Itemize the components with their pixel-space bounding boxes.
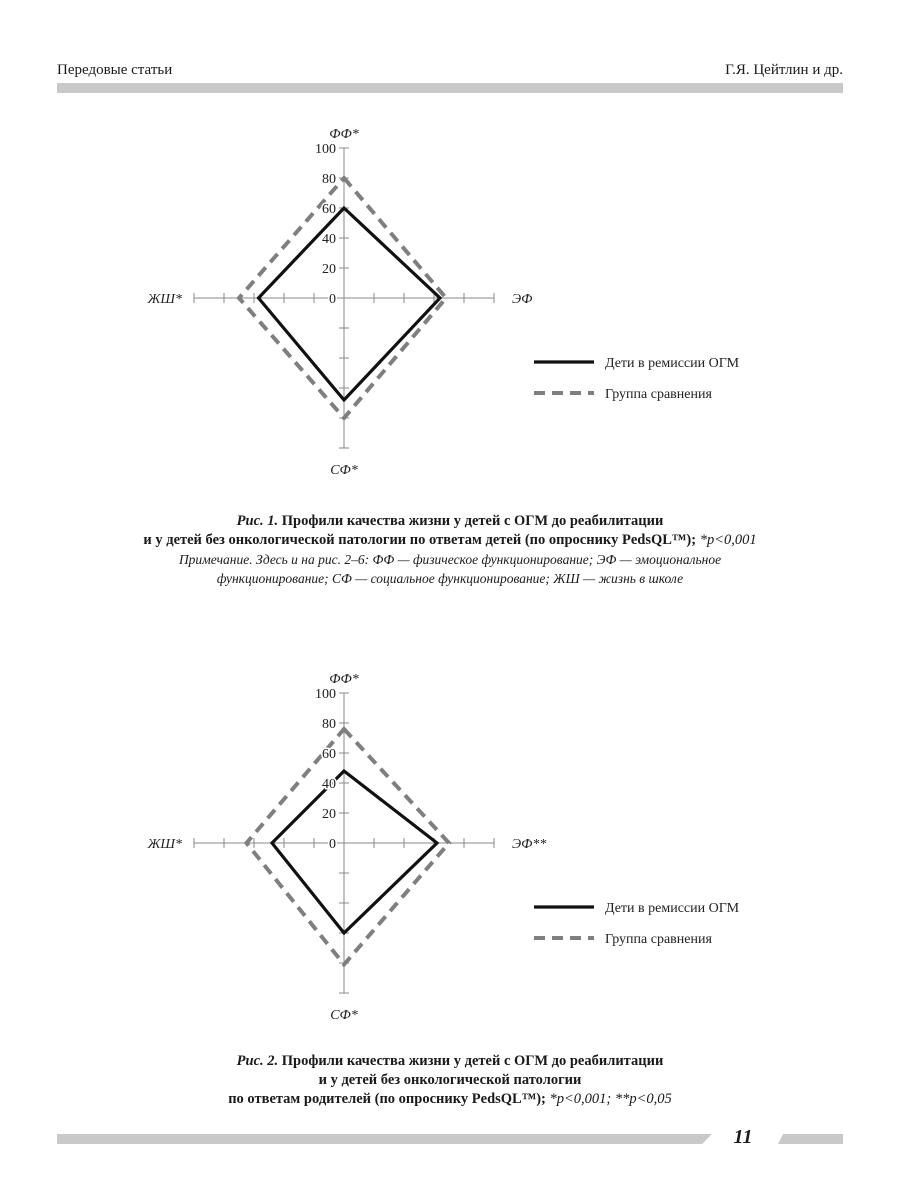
figure-title: по ответам родителей (по опроснику PedsQL™); bbox=[228, 1091, 546, 1107]
figure-label: Рис. 2. bbox=[236, 1053, 279, 1069]
page-number: 11 bbox=[733, 1126, 753, 1148]
radar-tick-label: 100 bbox=[315, 687, 336, 702]
figure-title: Профили качества жизни у детей с ОГМ до реабилитации bbox=[278, 513, 664, 529]
radar-tick-label: 80 bbox=[322, 172, 336, 187]
footer-rule-right bbox=[778, 1134, 843, 1144]
radar-axis-label: ЭФ** bbox=[512, 837, 547, 852]
figure-1-chart bbox=[0, 110, 900, 490]
legend-label-2: Группа сравнения bbox=[605, 387, 712, 402]
footer-rule-left bbox=[57, 1134, 712, 1144]
radar-chart-svg bbox=[0, 110, 900, 490]
radar-axis-label: ФФ* bbox=[329, 127, 359, 142]
figure-title: и у детей без онкологической патологии bbox=[318, 1072, 582, 1088]
radar-tick-label: 0 bbox=[329, 837, 336, 852]
radar-axis-label: ЖШ* bbox=[147, 837, 182, 852]
running-header-authors: Г.Я. Цейтлин и др. bbox=[725, 62, 843, 78]
figure-title: и у детей без онкологической патологии по ответам детей (по опроснику PedsQL™); bbox=[143, 532, 697, 548]
radar-tick-label: 20 bbox=[322, 262, 336, 277]
figure-2-caption bbox=[0, 1052, 900, 1109]
radar-tick-label: 60 bbox=[322, 202, 336, 217]
note-text: функционирование; СФ — социальное функционирование; ЖШ — жизнь в школе bbox=[216, 571, 684, 586]
figure-2-chart bbox=[0, 655, 900, 1035]
figure-title: Профили качества жизни у детей с ОГМ до реабилитации bbox=[278, 1053, 664, 1069]
radar-axis-label: ФФ* bbox=[329, 672, 359, 687]
running-header-section: Передовые статьи bbox=[57, 62, 173, 78]
legend-label-1: Дети в ремиссии ОГМ bbox=[605, 901, 740, 916]
header-rule bbox=[57, 83, 843, 93]
figure-label: Рис. 1. bbox=[236, 513, 279, 529]
radar-tick-label: 40 bbox=[322, 232, 336, 247]
radar-axis-label: ЭФ bbox=[512, 292, 533, 307]
radar-series-1 bbox=[259, 208, 441, 400]
radar-tick-label: 20 bbox=[322, 807, 336, 822]
radar-tick-label: 60 bbox=[322, 747, 336, 762]
radar-tick-label: 100 bbox=[315, 142, 336, 157]
significance-note: *p<0,001 bbox=[696, 532, 757, 548]
figure-1-caption bbox=[0, 512, 900, 588]
radar-chart-svg bbox=[0, 655, 900, 1035]
legend-label-1: Дети в ремиссии ОГМ bbox=[605, 356, 740, 371]
radar-axis-label: ЖШ* bbox=[147, 292, 182, 307]
significance-note: *p<0,001; **p<0,05 bbox=[545, 1091, 672, 1107]
legend-label-2: Группа сравнения bbox=[605, 932, 712, 947]
note-lead: Примечание. bbox=[178, 552, 253, 567]
note-text: Здесь и на рис. 2–6: ФФ — физическое функционирование; ЭФ — эмоциональное bbox=[252, 552, 722, 567]
radar-tick-label: 40 bbox=[322, 777, 336, 792]
radar-axis-label: СФ* bbox=[330, 463, 358, 478]
radar-tick-label: 0 bbox=[329, 292, 336, 307]
radar-axis-label: СФ* bbox=[330, 1008, 358, 1023]
radar-tick-label: 80 bbox=[322, 717, 336, 732]
